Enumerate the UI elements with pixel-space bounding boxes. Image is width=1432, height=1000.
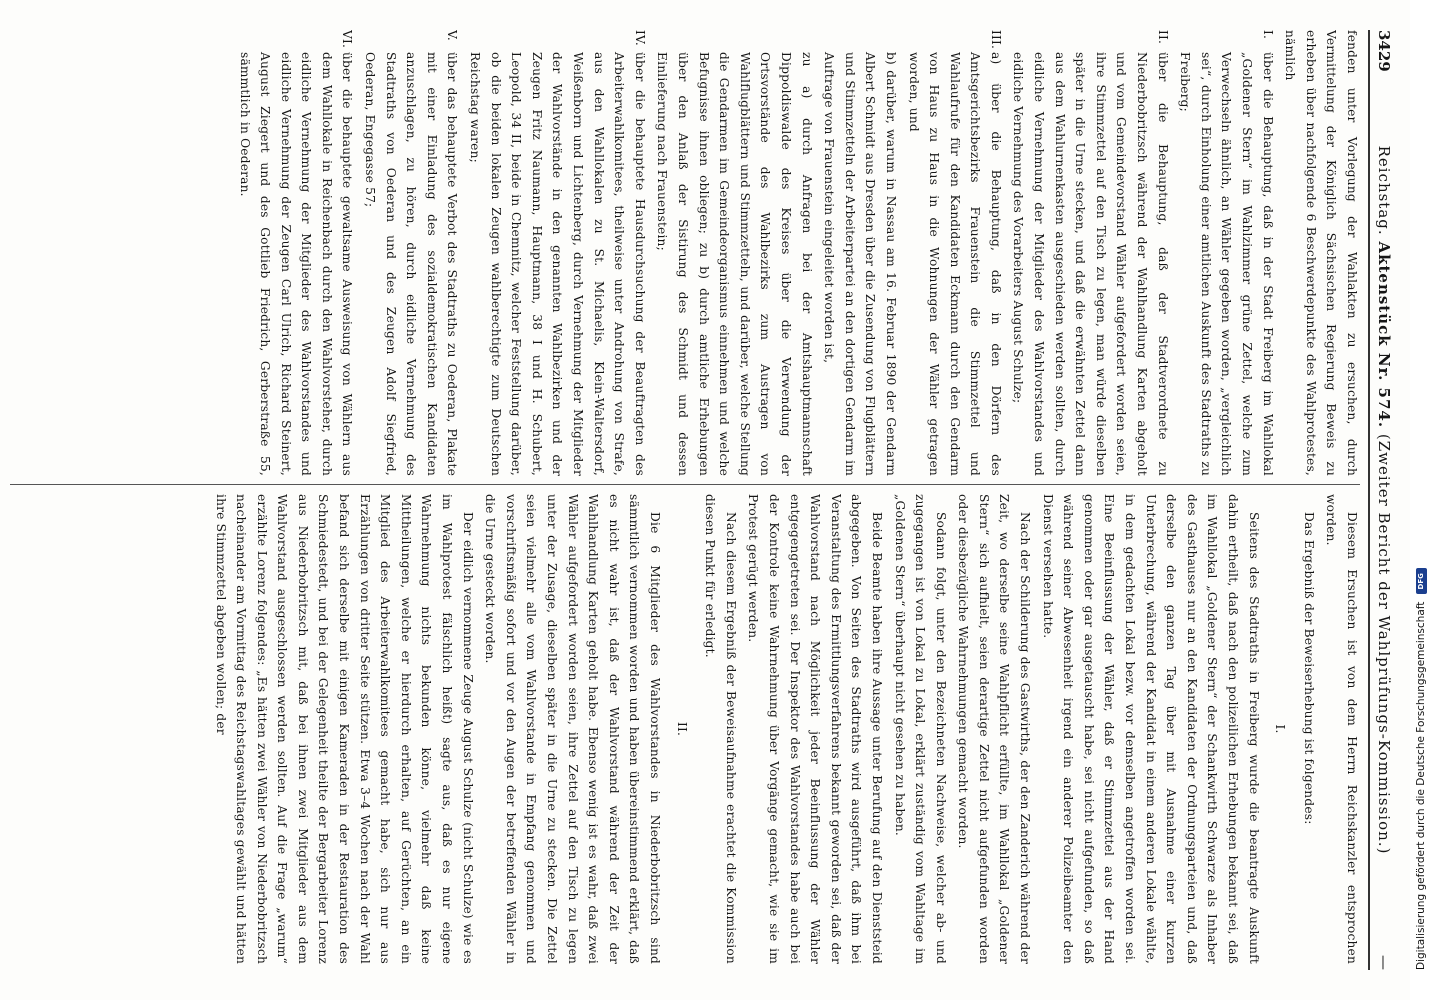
evidence-item-text: über die behauptete Hausdurchsuchung der Beauftragten des Arbeiterwahlkomitees, theilweise unter Androhung von Strafe, aus den Wahllokalen zu St. Michaelis, Klein-Waltersdorf, Weißenborn und Lichtenberg, durch Vernehmung der Mitglieder der Wahlvorstände in den genannten Wahlbezirken und der Zeugen Fritz Naumann, Hauptmann, 38 I und H. Schubert, Leopold, 34 II, beide in Chemnitz, welcher Feststellung darüber, ob die beiden lokalen Zeugen wahlberechtigte zum Deutschen Reichstag waren;: [468, 52, 647, 476]
evidence-item-number: I.: [1260, 30, 1275, 40]
report-paragraph: Sodann folgt, unter den Bezeichneten Nachweise, welcher ab- und zugegangen ist von Lokal zu Lokal, erklärt zuständig vom Wahltage im „Goldenen Stern“ überhaupt nicht gesehen zu haben.: [892, 494, 948, 964]
evidence-item-number: V.: [445, 30, 460, 41]
evidence-item: [1008, 30, 1173, 476]
evidence-item: [360, 30, 463, 476]
report-paragraph: Beide Beamte haben ihre Aussage unter Berufung auf den Dienststeid abgegeben. Von Seiten des Stadtraths wird ausgeführt, daß ihm bei Veranstaltung des Ermittlungsverfahrens bekannt geworden sei, daß der Wahlvorstand nach Möglichkeit jeder Beeinflussung der Wähler entgegengetreten sei. Der Inspektor des Wahlvorstandes habe auch bei der Kontrole keine Wahrnehmung über Vorgänge gemacht, wie sie im Protest gerügt werden.: [746, 494, 884, 964]
report-paragraph: Nach diesem Ergebniß der Beweisaufnahme erachtet die Kommission diesen Punkt für erledigt.: [703, 494, 738, 964]
header-title-document: Aktenstück Nr. 574.: [1375, 241, 1393, 429]
evidence-item-text: über die Behauptung, daß in der Stadt Freiberg im Wahllokal „Goldener Stern“ im Wahlzimmer grüne Zettel, welche zum Verwechseln ähnlich, an Wähler gegeben worden, „vergleichlich sei“, durch Einholung einer amtlichen Auskunft des Stadtraths zu Freiberg;: [1178, 52, 1275, 476]
evidence-item-number: III.: [988, 30, 1003, 50]
evidence-item: [652, 30, 817, 476]
evidence-items-list: [234, 30, 1278, 476]
report-paragraph: Die 6 Mitglieder des Wahlvorstandes in Niederbobritzsch sind sämmtlich vernommen worden und haben übereinstimmend erklärt, daß es nicht wahr ist, daß der Wahlvorstand während der Zeit der Wahlhandlung Karten geholt habe. Ebenso wenig ist es wahr, daß zwei Wähler aufgefordert worden seien, ihre Zettel auf den Tisch zu legen unter der Zusage, dieselben später in die Urne zu stecken. Die Zettel seien vielmehr alle vom Wahlvorstande in Empfang genommen und vorschriftsmäßig sofort und vor den Augen der betreffenden Wähler in die Urne gesteckt worden.: [483, 494, 662, 964]
header-title-suffix: (Zweiter Bericht der Wahlprüfungs-Kommission.): [1375, 433, 1393, 855]
section-2-body: [210, 494, 665, 964]
footer-text-row: [1410, 0, 1432, 1000]
right-intro-2: Das Ergebniß der Beweiserhebung ist folgendes:: [1301, 512, 1316, 825]
evidence-item-text: b) darüber, warum in Nassau am 16. Februar 1890 der Gendarm Albert Schmidt aus Dresden über die Zusendung von Flugblättern und Stimmzetteln der Arbeiterpartei an den dortigen Gendarm im Auftrage von Frauenstein eingeleitet worden ist,: [822, 52, 898, 476]
evidence-item-number: II.: [1155, 30, 1170, 45]
evidence-item: [464, 30, 649, 476]
section-heading-1: I.: [1273, 724, 1288, 734]
section-heading-2: II.: [674, 721, 689, 737]
column-divider: [10, 484, 1360, 485]
footer-credit: Digitalisierung gefördert durch die Deutsche Forschungsgemeinschaft: [1415, 601, 1427, 970]
evidence-item-text: über das behauptete Verbot des Stadtraths zu Oederan, Plakate mit einer Einladung des sozialdemokratischen Kandidaten anzuschlagen, zu hören, durch eidliche Vernehmung des Stadtraths von Oederan und des Zeugen Adolf Siegfried, Oederan, Engegasse 57;: [363, 52, 460, 476]
header-title-prefix: Reichstag.: [1375, 145, 1393, 236]
report-paragraph: Nach der Schilderung des Gastwirths, der den Zanderich während der Zeit, wo derselbe seine Wahlpflicht erfüllte, im Wahllokal „Goldener Stern“ sich aufhielt, seien derartige Zettel nicht aufgefunden worden oder diesbezügliche Wahrnehmungen gemacht worden.: [956, 494, 1033, 964]
digitization-footer: [1410, 0, 1432, 1000]
report-paragraph: Seitens des Stadtraths in Freiberg wurde die beantragte Auskunft dahin ertheilt, daß nach den polizeilichen Erhebungen bekannt sei, daß im Wahllokal „Goldener Stern“ der Schankwirth Schwarze als Inhaber des Gasthauses nur an den Kandidaten der Ordnungsparteien und, daß derselbe den ganzen Tag über mit Ausnahme einer kurzen Unterbrechung, während der Kandidat in einem anderen Lokale wählte, in dem gedachten Lokal bezw. vor demselben angetroffen worden sei. Eine Beeinflussung der Wähler, daß er Stimmzettel aus der Hand genommen oder gar ausgetauscht habe, sei nicht aufgefunden, so daß während seiner Abwesenheit irgend ein anderer Polizeibeamter den Dienst versehen hatte.: [1040, 494, 1261, 964]
left-intro: fenden unter Vorlegung der Wahlakten zu ersuchen, durch Vermittelung der Königlich Sächsischen Regierung Beweis zu erheben über nachfolgende 6 Beschwerdepunkte des Wahlprotestes, nämlich: [1283, 30, 1359, 476]
dfg-logo-icon: DFG: [1416, 568, 1427, 594]
page-number: 3429: [1375, 30, 1393, 72]
right-column: [8, 494, 1362, 964]
evidence-item-text: zu a) durch Anfragen bei der Amtshauptmannschaft Dippoldiswalde des Kreises über die Verwendung der Ortsvorstände des Wahlbezirks zum Austragen von Wahlflugblättern und Stimmzetteln, und darüber, welche Stellung die Gendarmen im Gemeindeorganismus einnehmen und welche Befugnisse ihnen obliegen; zu b) durch amtliche Erhebungen über den Anlaß der Sistirung des Schmidt und dessen Einlieferung nach Frauenstein;: [655, 52, 814, 476]
right-intro-1: Diesem Ersuchen ist von dem Herrn Reichskanzler entsprochen worden.: [1324, 494, 1359, 964]
evidence-item: [1175, 30, 1278, 476]
evidence-item-number: IV.: [632, 30, 647, 46]
evidence-item-text: a) über die Behauptung, daß in den Dörfern des Amtsgerichtsbezirks Frauenstein die Stimmzettel und Wahlaufrufe für den Kandidaten Eckmann durch den Gendarm von Haus zu Haus in die Wohnungen der Wähler getragen worden, und: [906, 52, 1003, 476]
section-1-body: [700, 494, 1264, 964]
evidence-item-number: VI.: [340, 30, 355, 49]
evidence-item-text: über die behauptete gewaltsame Ausweisung von Wählern aus dem Wahllokale in Reichenbach durch den Wahlvorsteher, durch eidliche Vernehmung der Mitglieder des Wahlvorstandes und eidliche Vernehmung der Zeugen Carl Ulrich, Richard Steinert, August Ziegert und des Gottlieb Friedrich, Gerberstraße 55, sämmtlich in Oederan.: [237, 52, 355, 476]
evidence-item: [234, 30, 358, 476]
header-title: [1370, 30, 1398, 970]
header-dash: —: [1375, 955, 1393, 970]
evidence-item-text: über die Behauptung, daß der Stadtverordnete zu Niederbobritzsch während der Wahlhandlung Karten abgeholt und vom Gemeindevorstand Wähler aufgefordert worden seien, ihre Stimmzettel auf den Tisch zu legen, man würde dieselben später in die Urne stecken, und daß die erwähnten Zettel dann aus dem Wahlurnenkasten ausgeschieden werden sollten, durch eidliche Vernehmung der Mitglieder des Wahlvorstandes und eidliche Vernehmung des Vorarbeiters August Schulze;: [1011, 52, 1170, 476]
page-header: [1368, 30, 1398, 970]
left-column: [8, 30, 1362, 476]
report-paragraph: Der eidlich vernommene Zeuge August Schulze (nicht Schulze) wie es im Wahlprotest fälschlich heißt) sagte aus, daß es nur eigene Wahrnehmung nichts bekunden könne, vielmehr daß keine Mittheilungen, welche er hierdurch erhalten, auf Gerüchten, an ein Mitglied des Arbeiterwahlkomitees gemacht habe, sich nur aus Erzählungen von dritter Seite stützen. Etwa 3–4 Wochen nach der Wahl befand sich derselbe mit einigen Kameraden in der Restauration des Schmiedestedt, und bei der Gelegenheit theilte der Bergarbeiter Lorenz aus Niederbobritzsch mit, daß bei ihnen zwei Mitglieder aus dem Wahlvorstand ausgeschlossen werden sollten. Auf die Frage „warum“ erzählte Lorenz folgendes: „Es hätten zwei Wähler von Niederbobritzsch nacheinander am Vormittag des Reichstagswahltages gewählt und hätten ihre Stimmzettel abgeben wollen; der: [213, 494, 475, 964]
evidence-item: [819, 30, 901, 476]
evidence-item: [903, 30, 1006, 476]
